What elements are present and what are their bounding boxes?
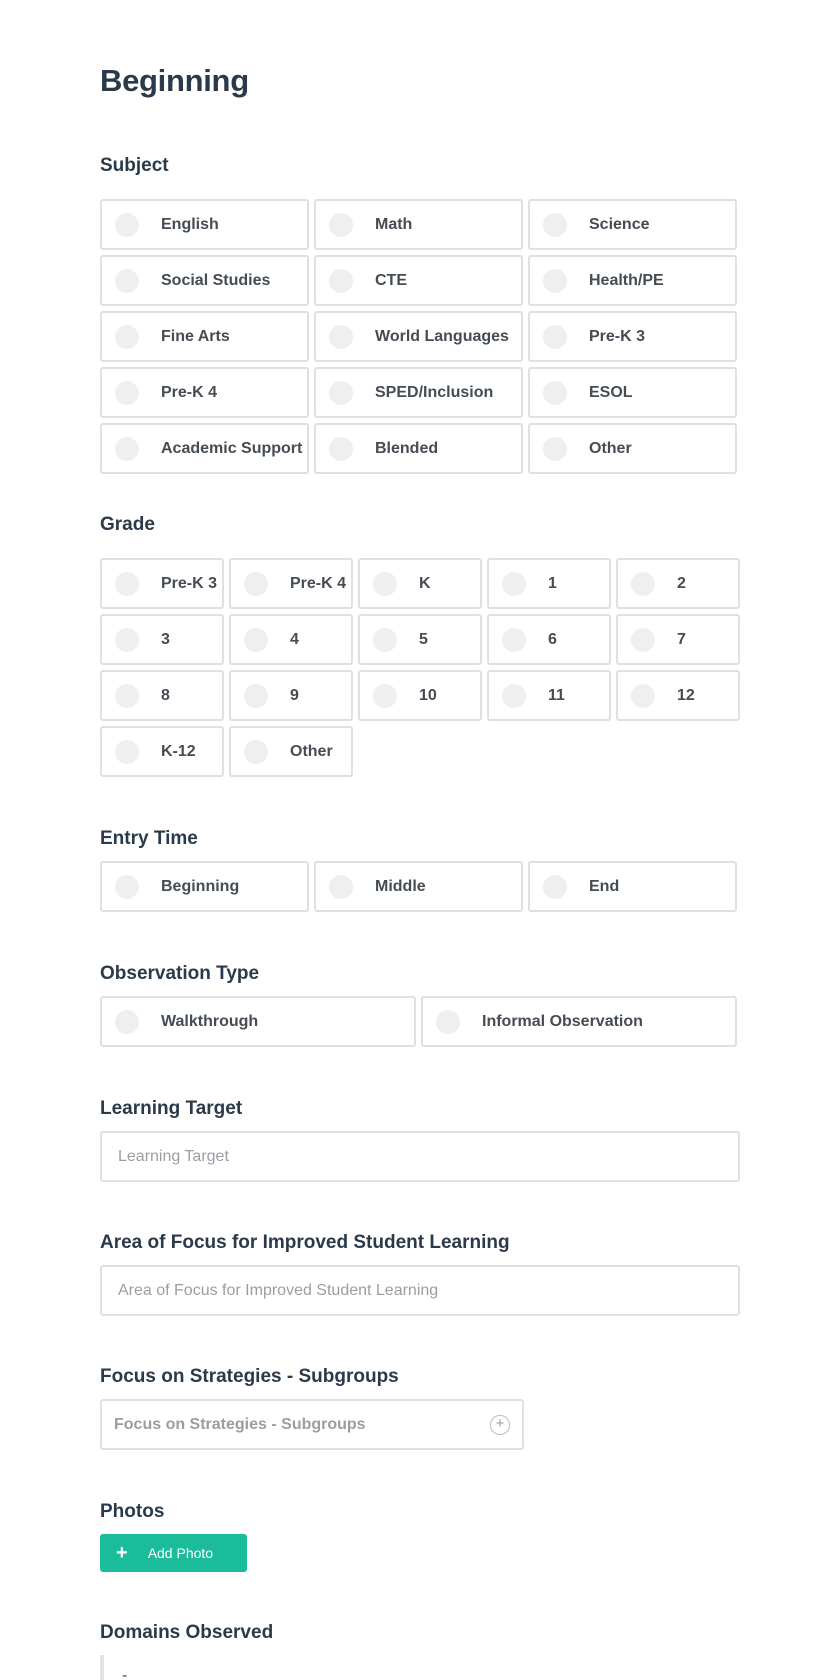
subject-option-science[interactable] xyxy=(528,199,737,250)
subject-option-fine-arts[interactable] xyxy=(100,311,309,362)
radio-circle[interactable] xyxy=(115,875,139,899)
radio-circle[interactable] xyxy=(244,572,268,596)
page-title: Beginning xyxy=(100,63,249,98)
subject-option-sped-inclusion[interactable] xyxy=(314,367,523,418)
option-label: Pre-K 4 xyxy=(161,383,218,401)
option-label: SPED/Inclusion xyxy=(375,383,494,401)
grade-label: Grade xyxy=(100,514,155,535)
grade-option-12[interactable] xyxy=(616,670,740,721)
observation-type-label: Observation Type xyxy=(100,963,260,984)
radio-circle[interactable] xyxy=(244,628,268,652)
option-label: World Languages xyxy=(375,327,509,345)
grade-option-5[interactable] xyxy=(358,614,482,665)
radio-circle[interactable] xyxy=(115,740,139,764)
subject-option-english[interactable] xyxy=(100,199,309,250)
option-label: Fine Arts xyxy=(161,327,230,345)
subject-options xyxy=(100,199,737,474)
radio-circle[interactable] xyxy=(631,684,655,708)
option-label: 3 xyxy=(161,630,170,648)
option-label: Other xyxy=(589,439,632,457)
grade-option-k-12[interactable] xyxy=(100,726,224,777)
radio-circle[interactable] xyxy=(329,213,353,237)
grade-option-4[interactable] xyxy=(229,614,353,665)
radio-circle[interactable] xyxy=(329,437,353,461)
radio-circle[interactable] xyxy=(115,325,139,349)
radio-circle[interactable] xyxy=(115,437,139,461)
radio-circle[interactable] xyxy=(543,875,567,899)
plus-icon: + xyxy=(116,1542,128,1564)
option-label: Pre-K 4 xyxy=(290,574,347,592)
entry-time-option-end[interactable] xyxy=(528,861,737,912)
grade-option-8[interactable] xyxy=(100,670,224,721)
learning-target-label: Learning Target xyxy=(100,1098,243,1119)
radio-circle[interactable] xyxy=(543,437,567,461)
radio-circle[interactable] xyxy=(329,269,353,293)
option-label: Social Studies xyxy=(161,271,271,289)
radio-circle[interactable] xyxy=(329,875,353,899)
radio-circle[interactable] xyxy=(373,572,397,596)
option-label: 12 xyxy=(677,686,695,704)
grade-option-pre-k-4[interactable] xyxy=(229,558,353,609)
grade-option-11[interactable] xyxy=(487,670,611,721)
radio-circle[interactable] xyxy=(115,628,139,652)
radio-circle[interactable] xyxy=(543,325,567,349)
radio-circle[interactable] xyxy=(502,684,526,708)
learning-target-input[interactable] xyxy=(100,1131,740,1182)
radio-circle[interactable] xyxy=(436,1010,460,1034)
option-label: 8 xyxy=(161,686,170,704)
strategies-placeholder: Focus on Strategies - Subgroups xyxy=(114,1415,366,1433)
radio-circle[interactable] xyxy=(631,572,655,596)
radio-circle[interactable] xyxy=(543,269,567,293)
option-label: 7 xyxy=(677,630,686,648)
radio-circle[interactable] xyxy=(244,740,268,764)
option-label: Blended xyxy=(375,439,439,457)
radio-circle[interactable] xyxy=(115,213,139,237)
grade-option-7[interactable] xyxy=(616,614,740,665)
grade-option-pre-k-3[interactable] xyxy=(100,558,224,609)
radio-circle[interactable] xyxy=(115,572,139,596)
option-label: Middle xyxy=(375,877,426,895)
option-label: 4 xyxy=(290,630,299,648)
grade-options xyxy=(100,558,740,777)
option-label: Other xyxy=(290,742,333,760)
entry-time-options xyxy=(100,861,737,912)
radio-circle[interactable] xyxy=(329,325,353,349)
option-label: 10 xyxy=(419,686,437,704)
grade-option-9[interactable] xyxy=(229,670,353,721)
entry-time-option-beginning[interactable] xyxy=(100,861,309,912)
grade-option-other[interactable] xyxy=(229,726,353,777)
photos-label: Photos xyxy=(100,1501,165,1522)
option-label: Health/PE xyxy=(589,271,664,289)
add-photo-button[interactable] xyxy=(100,1534,247,1572)
subject-option-blended[interactable] xyxy=(314,423,523,474)
option-label: English xyxy=(161,215,219,233)
subject-option-academic-support[interactable] xyxy=(100,423,309,474)
option-label: 9 xyxy=(290,686,299,704)
option-label: Academic Support xyxy=(161,439,303,457)
grade-option-2[interactable] xyxy=(616,558,740,609)
domains-label: Domains Observed xyxy=(100,1622,274,1643)
option-label: K-12 xyxy=(161,742,196,760)
option-label: K xyxy=(419,574,431,592)
observation-type-option-informal[interactable] xyxy=(421,996,737,1047)
grade-option-6[interactable] xyxy=(487,614,611,665)
option-label: Informal Observation xyxy=(482,1012,643,1030)
option-label: Walkthrough xyxy=(161,1012,259,1030)
subject-option-esol[interactable] xyxy=(528,367,737,418)
domains-observed-value: - xyxy=(100,1655,740,1680)
option-label: Science xyxy=(589,215,650,233)
entry-time-option-middle[interactable] xyxy=(314,861,523,912)
subject-option-other[interactable] xyxy=(528,423,737,474)
area-of-focus-input[interactable] xyxy=(100,1265,740,1316)
grade-option-k[interactable] xyxy=(358,558,482,609)
subject-option-math[interactable] xyxy=(314,199,523,250)
radio-circle[interactable] xyxy=(329,381,353,405)
option-label: CTE xyxy=(375,271,407,289)
radio-circle[interactable] xyxy=(115,269,139,293)
option-label: ESOL xyxy=(589,383,633,401)
radio-circle[interactable] xyxy=(244,684,268,708)
subject-option-pre-k-3[interactable] xyxy=(528,311,737,362)
radio-circle[interactable] xyxy=(115,684,139,708)
radio-circle[interactable] xyxy=(502,572,526,596)
subject-option-world-languages[interactable] xyxy=(314,311,523,362)
radio-circle[interactable] xyxy=(115,1010,139,1034)
observation-type-option-walkthrough[interactable] xyxy=(100,996,416,1047)
radio-circle[interactable] xyxy=(373,684,397,708)
option-label: 1 xyxy=(548,574,557,592)
option-label: Beginning xyxy=(161,877,240,895)
radio-circle[interactable] xyxy=(631,628,655,652)
radio-circle[interactable] xyxy=(543,213,567,237)
option-label: 11 xyxy=(548,686,565,704)
radio-circle[interactable] xyxy=(115,381,139,405)
radio-circle[interactable] xyxy=(502,628,526,652)
option-label: Pre-K 3 xyxy=(161,574,218,592)
entry-time-label: Entry Time xyxy=(100,828,198,849)
option-label: Math xyxy=(375,215,413,233)
strategies-select[interactable] xyxy=(100,1399,524,1450)
subject-option-social-studies[interactable] xyxy=(100,255,309,306)
subject-option-cte[interactable] xyxy=(314,255,523,306)
plus-circle-icon[interactable]: + xyxy=(490,1415,510,1435)
add-photo-label: Add Photo xyxy=(147,1545,214,1561)
subject-option-health-pe[interactable] xyxy=(528,255,737,306)
option-label: 5 xyxy=(419,630,428,648)
option-label: End xyxy=(589,877,620,895)
grade-option-1[interactable] xyxy=(487,558,611,609)
grade-option-10[interactable] xyxy=(358,670,482,721)
option-label: Pre-K 3 xyxy=(589,327,646,345)
strategies-label: Focus on Strategies - Subgroups xyxy=(100,1366,399,1387)
subject-option-pre-k-4[interactable] xyxy=(100,367,309,418)
observation-type-options xyxy=(100,996,737,1047)
radio-circle[interactable] xyxy=(373,628,397,652)
radio-circle[interactable] xyxy=(543,381,567,405)
option-label: 6 xyxy=(548,630,557,648)
option-label: 2 xyxy=(677,574,686,592)
area-of-focus-label: Area of Focus for Improved Student Learning xyxy=(100,1232,510,1253)
subject-label: Subject xyxy=(100,155,169,176)
grade-option-3[interactable] xyxy=(100,614,224,665)
